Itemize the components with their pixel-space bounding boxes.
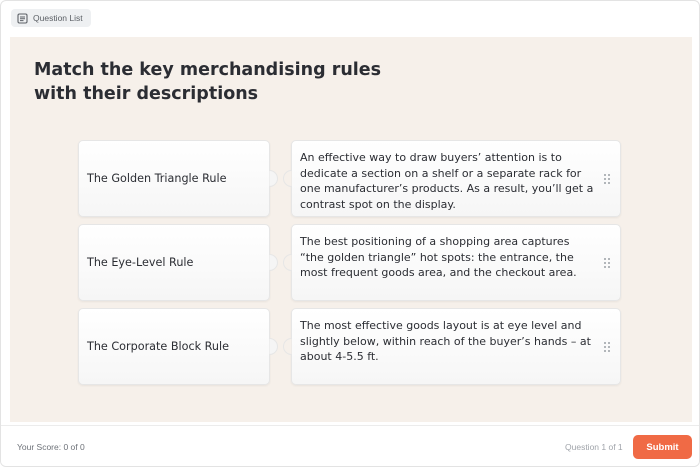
score-text: Your Score: 0 of 0 — [17, 442, 85, 452]
submit-button[interactable]: Submit — [633, 435, 692, 459]
description-card[interactable] — [291, 308, 621, 385]
drag-handle-icon[interactable] — [604, 342, 610, 352]
puzzle-slot — [283, 170, 300, 187]
rule-card-corporate-block — [78, 308, 270, 385]
rule-card-eye-level — [78, 224, 270, 301]
description-text: The best positioning of a shopping area captures “the golden triangle” hot spots: the entrance, the most frequent goods area, and the checkout area. — [300, 235, 577, 279]
question-counter: Question 1 of 1 — [565, 442, 623, 452]
question-list-label: Question List — [33, 13, 83, 23]
puzzle-slot — [283, 254, 300, 271]
description-text: An effective way to draw buyers’ attention is to dedicate a section on a shelf or a separate rack for one manufacturer’s products. As a result, you’ll get a contrast spot on the display. — [300, 151, 594, 211]
top-bar — [1, 1, 699, 37]
question-title: Match the key merchandising rules with their descriptions — [34, 60, 382, 104]
drag-handle-icon[interactable] — [604, 174, 610, 184]
question-stage — [10, 37, 692, 422]
list-icon — [17, 13, 28, 24]
puzzle-tab — [261, 170, 278, 187]
rule-label: The Eye-Level Rule — [87, 256, 194, 269]
description-card[interactable] — [291, 140, 621, 217]
drag-handle-icon[interactable] — [604, 258, 610, 268]
description-card[interactable] — [291, 224, 621, 301]
puzzle-slot — [283, 338, 300, 355]
footer-bar — [1, 425, 699, 467]
description-text: The most effective goods layout is at eye level and slightly below, within reach of the buyer’s hands – at about 4-5.5 ft. — [300, 319, 591, 363]
rule-label: The Corporate Block Rule — [87, 340, 230, 353]
rule-label: The Golden Triangle Rule — [87, 172, 227, 185]
puzzle-tab — [261, 338, 278, 355]
question-list-button[interactable] — [11, 9, 91, 27]
puzzle-tab — [261, 254, 278, 271]
rule-card-golden-triangle — [78, 140, 270, 217]
